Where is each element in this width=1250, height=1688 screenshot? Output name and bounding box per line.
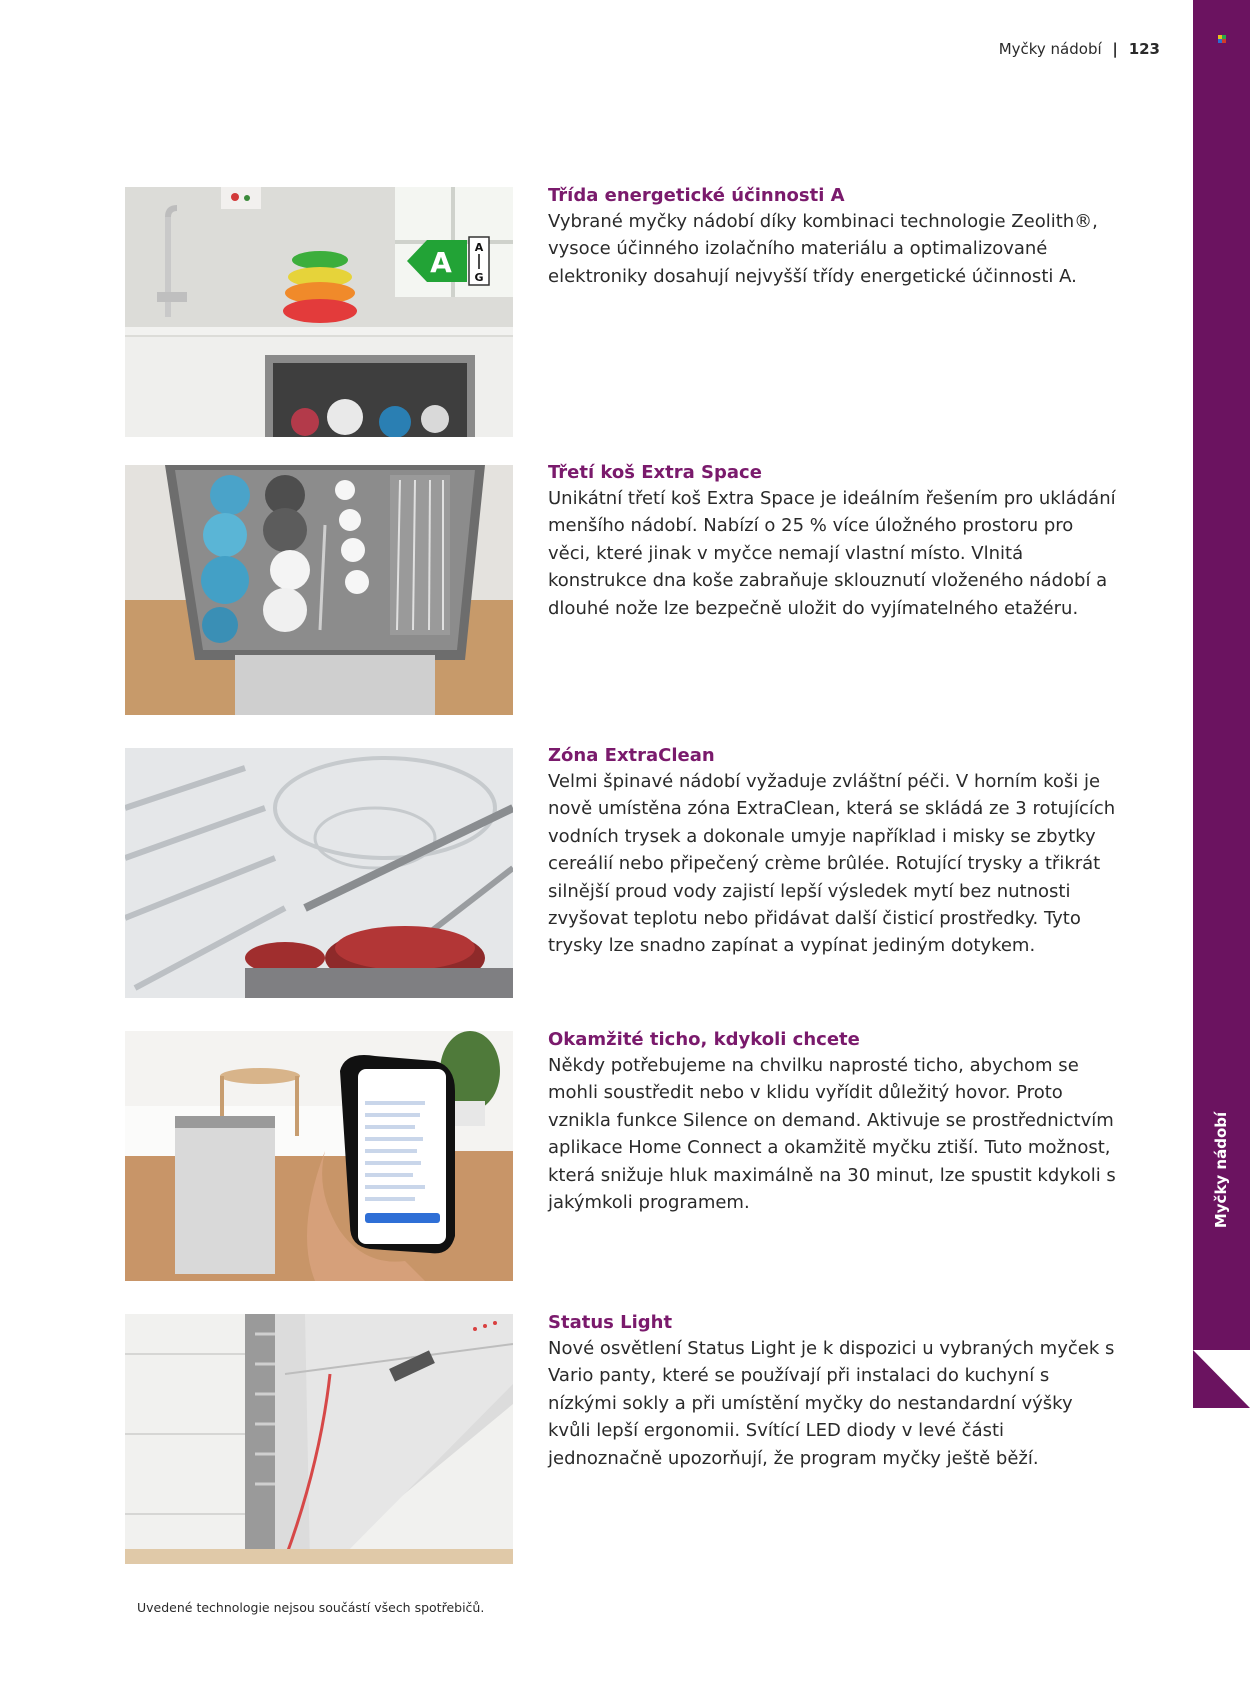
page-header: [999, 40, 1160, 58]
feature-status-light: [548, 1310, 1118, 1472]
feature-text: Vybrané myčky nádobí díky kombinaci technologie Zeolith®, vysoce účinného izolačního materiálu a optimalizované elektroniky dosahují nejvyšší třídy energetické účinnosti A.: [548, 211, 1098, 287]
energy-scale-top: A: [474, 241, 484, 254]
feature-text: Nové osvětlení Status Light je k dispozici u vybraných myček s Vario panty, které se používají při instalaci do kuchyní s nízkými sokly a při umístění myčky do nestandardní výšky kvůli lepší ergonomii. Svítící LED diody v levé části jednoznačně upozorňují, že program myčky ještě běží.: [548, 1338, 1115, 1469]
brand-mark-icon: [1218, 35, 1226, 43]
sidebar-label: Myčky nádobí: [1212, 1111, 1230, 1229]
silence-on-demand-image: [125, 1031, 513, 1281]
footnote: Uvedené technologie nejsou součástí všech spotřebičů.: [137, 1600, 485, 1615]
feature-title: Okamžité ticho, kdykoli chcete: [548, 1029, 860, 1050]
energy-class-image: [125, 187, 513, 437]
feature-title: Zóna ExtraClean: [548, 745, 715, 766]
feature-extra-clean: [548, 743, 1118, 960]
section-title: Myčky nádobí: [998, 40, 1102, 58]
status-light-image: [125, 1314, 513, 1564]
feature-extra-space: [548, 460, 1118, 622]
feature-text: Velmi špinavé nádobí vyžaduje zvláštní péči. V horním koši je nově umístěna zóna ExtraClean, která se skládá ze 3 rotujících vodních trysek a dokonale umyje například i misky se zbytky cereálií nebo připečený crème brûlée. Rotující trysky a třikrát silnější proud vody zajistí lepší výsledek mytí bez nutnosti zvyšovat teplotu nebo přidávat další čisticí prostředky. Tyto trysky lze snadno zapínat a vypínat jediným dotykem.: [548, 771, 1116, 957]
extra-clean-zone-image: [125, 748, 513, 998]
energy-scale-bottom: G: [474, 271, 484, 284]
feature-title: Status Light: [548, 1312, 673, 1333]
feature-text: Unikátní třetí koš Extra Space je ideálním řešením pro ukládání menšího nádobí. Nabízí o 25 % více úložného prostoru pro věci, které jinak v myčce nemají vlastní místo. Vlnitá konstrukce dna koše zabraňuje sklouznutí vloženého nádobí a dlouhé nože lze bezpečně uložit do vyjímatelného etažéru.: [548, 488, 1116, 619]
feature-silence-on-demand: [548, 1027, 1118, 1216]
feature-text: Někdy potřebujeme na chvilku naprosté ticho, abychom se mohli soustředit nebo v klidu vyřídit důležitý hovor. Proto vznikla funkce Silence on demand. Aktivuje se prostřednictvím aplikace Home Connect a okamžitě myčku ztiší. Tuto možnost, která snižuje hluk maximálně na 30 minut, lze spustit kdykoli s jakýmkoli programem.: [548, 1055, 1116, 1214]
sidebar-band-tail: [1193, 1350, 1250, 1408]
page-number: 123: [1128, 40, 1160, 58]
extra-space-basket-image: [125, 465, 513, 715]
feature-title: Třída energetické účinnosti A: [548, 185, 845, 206]
energy-class-letter: A: [430, 246, 452, 279]
feature-energy-class: [548, 183, 1118, 290]
feature-title: Třetí koš Extra Space: [548, 462, 762, 483]
header-separator: |: [1112, 40, 1118, 58]
